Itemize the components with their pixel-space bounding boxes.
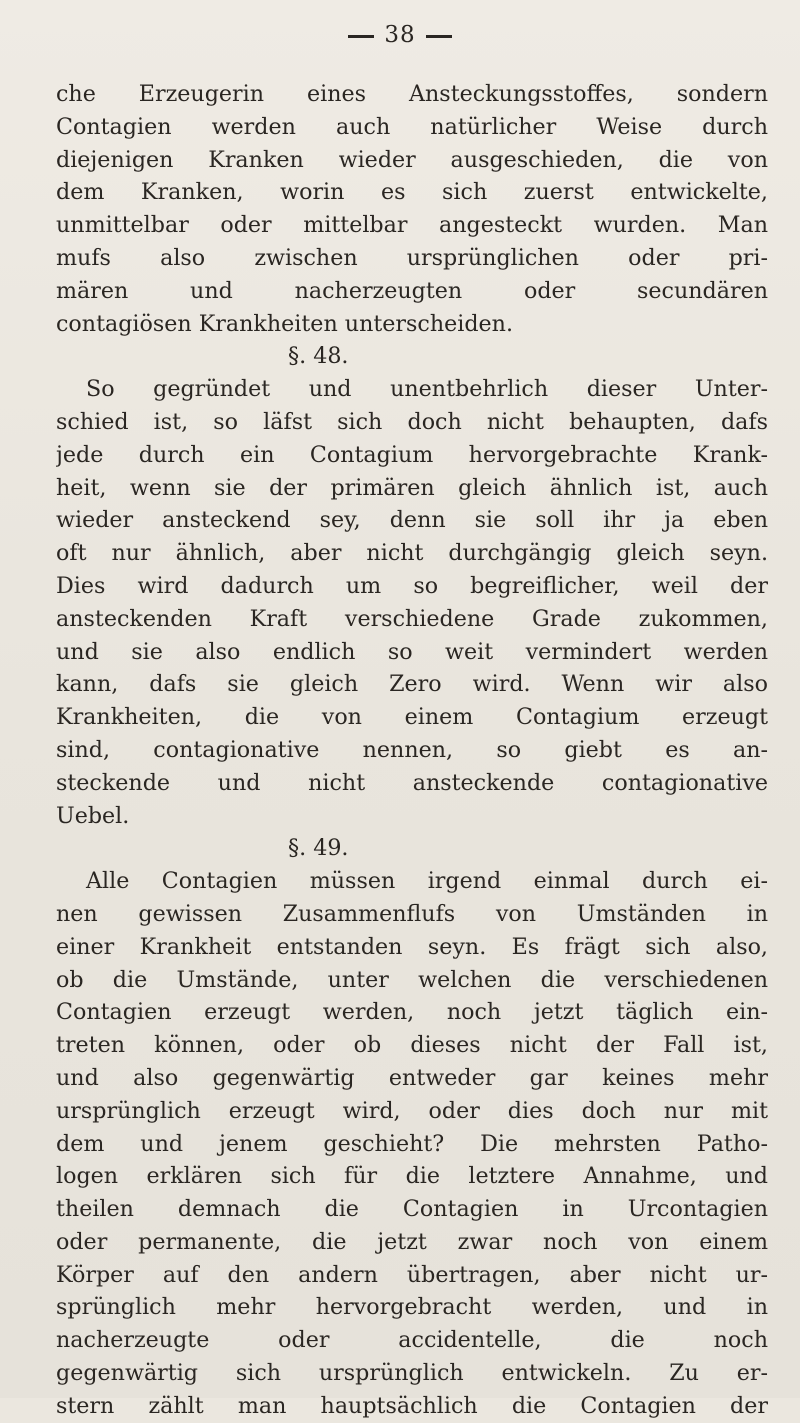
text-line: kann, dafs sie gleich Zero wird. Wenn wir also [56, 671, 768, 698]
text-line: steckende und nicht ansteckende contagionative [56, 769, 768, 796]
text-line: und also gegenwärtig entweder gar keines mehr [56, 1064, 768, 1091]
text-line: Contagien erzeugt werden, noch jetzt täglich ein- [56, 999, 768, 1026]
text-line: einer Krankheit entstanden seyn. Es frägt sich also, [56, 933, 768, 960]
text-line: Alle Contagien müssen irgend einmal durch ei- [86, 868, 768, 895]
text-line: gegenwärtig sich ursprünglich entwickeln. Zu er- [56, 1360, 768, 1387]
text-line: ursprünglich erzeugt wird, oder dies doch nur mit [56, 1097, 768, 1124]
text-line: treten können, oder ob dieses nicht der Fall ist, [56, 1032, 768, 1059]
text-line: Uebel. [56, 802, 130, 829]
text-line: mufs also zwischen ursprünglichen oder pri- [56, 244, 768, 271]
text-line: jede durch ein Contagium hervorgebrachte Krank- [56, 441, 768, 468]
text-line: So gegründet und unentbehrlich dieser Unter- [86, 376, 768, 403]
section-heading: §. 49. [288, 835, 349, 862]
text-line: dem und jenem geschieht? Die mehrsten Patho- [56, 1130, 768, 1157]
section-heading: §. 48. [288, 343, 349, 370]
page-number: 38 [384, 22, 416, 48]
text-line: nacherzeugte oder accidentelle, die noch [56, 1327, 768, 1354]
text-line: schied ist, so läfst sich doch nicht behaupten, dafs [56, 408, 768, 435]
text-line: Dies wird dadurch um so begreiflicher, weil der [56, 572, 768, 599]
text-line: Contagien werden auch natürlicher Weise durch [56, 113, 768, 140]
text-line: che Erzeugerin eines Ansteckungsstoffes, sondern [56, 81, 768, 107]
text-line: heit, wenn sie der primären gleich ähnlich ist, auch [56, 474, 768, 501]
text-line: mären und nacherzeugten oder secundären [56, 277, 768, 304]
text-line: sind, contagionative nennen, so giebt es an- [56, 736, 768, 763]
text-line: ob die Umstände, unter welchen die verschiedenen [56, 966, 768, 993]
text-line: oft nur ähnlich, aber nicht durchgängig gleich seyn. [56, 540, 768, 567]
text-line: diejenigen Kranken wieder ausgeschieden, die von [56, 146, 768, 173]
text-line: stern zählt man hauptsächlich die Contagien der [56, 1392, 768, 1419]
text-line: Krankheiten, die von einem Contagium erzeugt [56, 704, 768, 731]
body-text [56, 78, 768, 1423]
text-line: nen gewissen Zusammenflufs von Umständen in [56, 900, 768, 927]
text-line: unmittelbar oder mittelbar angesteckt wurden. Man [56, 212, 768, 239]
text-line: sprünglich mehr hervorgebracht werden, und in [56, 1294, 768, 1321]
text-line: wieder ansteckend sey, denn sie soll ihr ja eben [56, 507, 768, 534]
text-line: und sie also endlich so weit vermindert werden [56, 638, 768, 665]
header-dash-left [348, 35, 374, 38]
page-header [0, 22, 800, 48]
text-line: oder permanente, die jetzt zwar noch von einem [56, 1228, 768, 1255]
text-line: theilen demnach die Contagien in Urcontagien [56, 1196, 768, 1223]
text-line: Körper auf den andern übertragen, aber nicht ur- [56, 1261, 768, 1288]
text-line: dem Kranken, worin es sich zuerst entwickelte, [56, 179, 768, 206]
text-line: contagiösen Krankheiten unterscheiden. [56, 310, 514, 337]
header-dash-right [426, 35, 452, 38]
text-line: logen erklären sich für die letztere Annahme, und [56, 1163, 768, 1190]
text-line: ansteckenden Kraft verschiedene Grade zukommen, [56, 605, 768, 632]
